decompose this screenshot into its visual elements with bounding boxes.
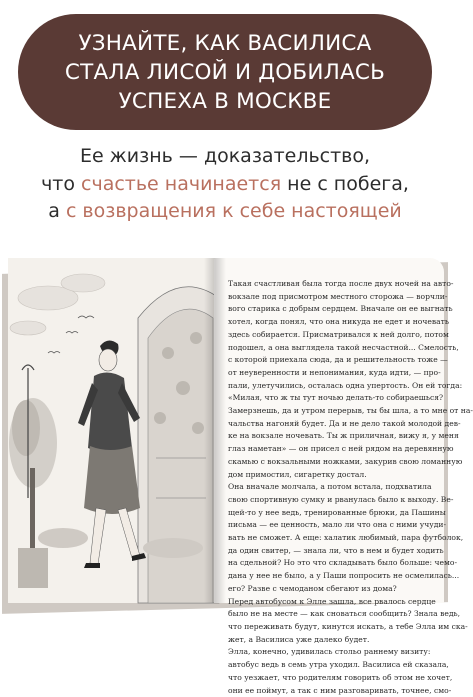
tagline-line-2-start: что xyxy=(41,173,81,195)
page-text-line: автобус ведь в семь утра уходил. Василиса ей сказала, xyxy=(228,659,436,672)
page-text-line: они ее поймут, а так с ним разговаривать, точнее, смо- xyxy=(228,685,436,697)
page-text-line: дом примостил, сигаретку достал. xyxy=(228,469,436,482)
tagline-accent-happiness: счастье начинается xyxy=(81,173,281,195)
tagline-line-2-end: не с побега, xyxy=(281,173,409,195)
page-text-line: на сдельной? Но это что складывать было больше: чемо- xyxy=(228,557,436,570)
page-text-line: что уезжает, что родителям говорить об этом не хочет, xyxy=(228,672,436,685)
page-text-line: пали, улетучились, осталась одна упертость. Он ей тогда: xyxy=(228,380,436,393)
page-text-line: свою спортивную сумку и рванулась было к выходу. Ве- xyxy=(228,494,436,507)
page-text-line: жет, а Василиса уже далеко будет. xyxy=(228,634,436,647)
page-text-line: хотел, когда понял, что она никуда не едет и ночевать xyxy=(228,316,436,329)
page-text-line: здесь собирается. Присматривался к ней долго, потом xyxy=(228,329,436,342)
page-text-line: Элла, конечно, удивилась стольо раннему визиту: xyxy=(228,646,436,659)
page-text-line: дана у нее не было, а у Паши попросить не осмелилась... xyxy=(228,570,436,583)
woman-walking-illustration xyxy=(8,258,219,603)
headline-banner xyxy=(18,14,432,130)
page-text-line: что переживать будут, кинутся искать, а тебе Элла им ска- xyxy=(228,621,436,634)
page-text-line: от неуверенности и непонимания, куда идти, — про- xyxy=(228,367,436,380)
page-text-line: Замерзнешь, да и утром перерыв, ты бы шла, а то мне от на- xyxy=(228,405,436,418)
page-text-line: скамью с вокзальными ножками, закурив свою ломанную xyxy=(228,456,436,469)
page-text-line: щей-то у нее ведь, тренированные брюки, да Пашины xyxy=(228,507,436,520)
headline-line-1: УЗНАЙТЕ, КАК ВАСИЛИСА xyxy=(78,29,371,58)
book-left-page xyxy=(8,258,219,603)
page-text-line: Такая счастливая была тогда после двух ночей на авто- xyxy=(228,278,436,291)
book-gutter-shadow xyxy=(204,258,226,603)
page-text-line: глаз наметан» — он присел с ней рядом на деревянную xyxy=(228,443,436,456)
headline-line-2: СТАЛА ЛИСОЙ И ДОБИЛАСЬ xyxy=(65,58,385,87)
page-text-line: Перед автобусом к Элле зашла, все рвалось сердце xyxy=(228,596,436,609)
page-text-line: «Милая, что ж ты тут ночью делать-то собираешься? xyxy=(228,392,436,405)
page-text-line: ке на вокзале ночевать. Ты ж приличная, вижу я, у меня xyxy=(228,430,436,443)
tagline-line-1: Ее жизнь — доказательство, xyxy=(0,143,450,171)
page-text-line: вать не сможет. А еще: халатик любимый, пара футболок, xyxy=(228,532,436,545)
page-text-line: было не на месте — как сноваться сообщить? Знала ведь, xyxy=(228,608,436,621)
tagline-line-3 xyxy=(0,198,450,226)
tagline xyxy=(0,143,450,226)
page-text-line: письма — ее ценность, мало ли что она с ними учуди- xyxy=(228,519,436,532)
tagline-line-2 xyxy=(0,171,450,199)
page-text-line: Она вначале молчала, а потом встала, подхватила xyxy=(228,481,436,494)
page-text-line: подошел, а она выглядела такой несчастной... Смелость, xyxy=(228,342,436,355)
page-text-line: с которой приехала сюда, да и решительность тоже — xyxy=(228,354,436,367)
page-text-line: его? Разве с чемоданом сбегают из дома? xyxy=(228,583,436,596)
book-right-page xyxy=(214,258,444,603)
headline-line-3: УСПЕХА В МОСКВЕ xyxy=(119,87,332,116)
page-text-line: вого старика с добрым сердцем. Вначале он ее выгнать xyxy=(228,303,436,316)
book-page-text xyxy=(228,278,436,697)
page-text-line: вокзале под присмотром местного сторожа — ворчли- xyxy=(228,291,436,304)
page-text-line: да один свитер, — знала ли, что в нем и будет ходить xyxy=(228,545,436,558)
tagline-accent-return: с возвращения к себе настоящей xyxy=(66,200,402,222)
tagline-line-3-start: а xyxy=(48,200,66,222)
page-text-line: чальства нагоняй будет. Да и не дело такой молодой дев- xyxy=(228,418,436,431)
